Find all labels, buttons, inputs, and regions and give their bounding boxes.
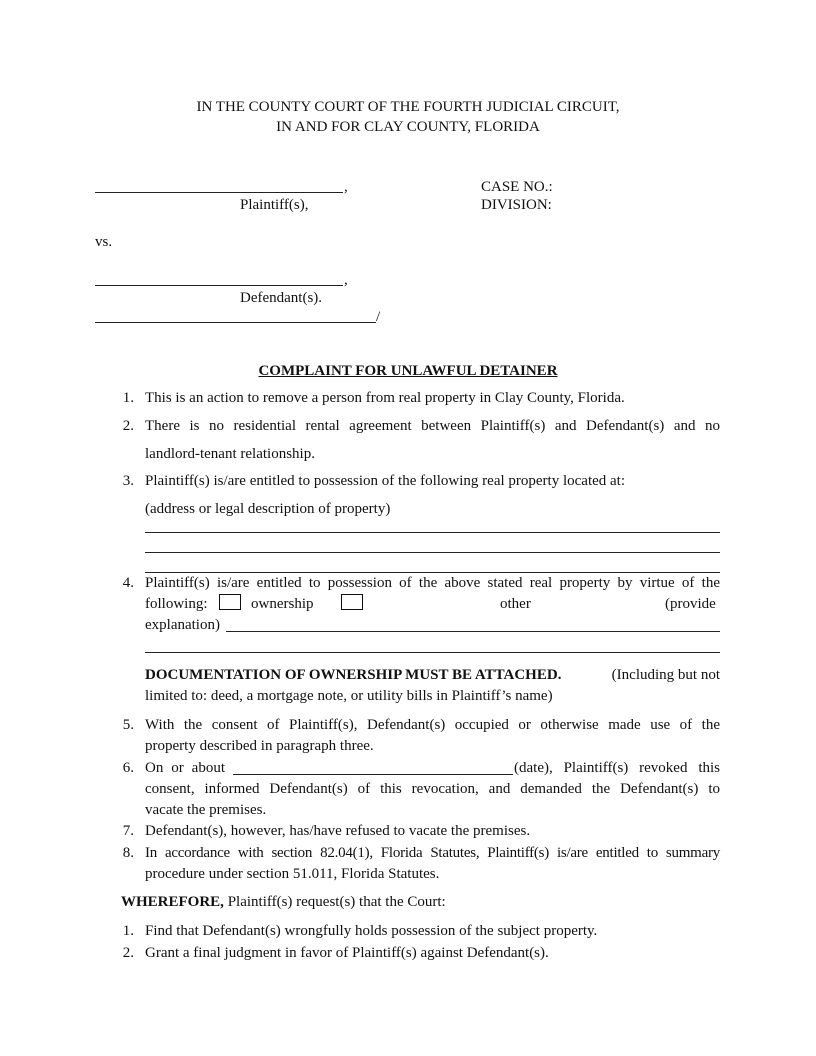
para-8-text-b: procedure under section 51.011, Florida Statutes. <box>145 866 440 882</box>
documentation-note-line2: limited to: deed, a mortgage note, or utility bills in Plaintiff’s name) <box>145 688 553 704</box>
para-6-text-c: vacate the premises. <box>145 802 267 818</box>
para-6-number: 6. <box>122 760 134 776</box>
defendant-name-line[interactable] <box>95 285 343 286</box>
wherefore-clause <box>121 893 446 911</box>
vs-label: vs. <box>95 234 113 250</box>
para-7-text: Defendant(s), however, has/have refused to vacate the premises. <box>145 823 531 839</box>
para-4-following: following: <box>145 596 208 612</box>
documentation-rest-a: (Including but not <box>611 667 720 683</box>
defendant-label: Defendant(s). <box>240 290 323 306</box>
para-2-text-b: landlord-tenant relationship. <box>145 446 315 462</box>
court-heading-line2: IN AND FOR CLAY COUNTY, FLORIDA <box>276 119 540 135</box>
para-2-text-a: There is no residential rental agreement between Plaintiff(s) and Defendant(s) and no <box>145 418 720 434</box>
caption-close-line <box>95 322 376 323</box>
para-4-ownership: ownership <box>251 596 314 612</box>
address-line-2[interactable] <box>145 552 720 553</box>
para-1-text: This is an action to remove a person from real property in Clay County, Florida. <box>145 390 625 406</box>
explanation-line-1[interactable] <box>226 631 720 632</box>
para-6-text-b: consent, informed Defendant(s) of this revocation, and demanded the Defendant(s) to <box>145 781 720 797</box>
plaintiff-label: Plaintiff(s), <box>240 197 309 213</box>
complaint-title: COMPLAINT FOR UNLAWFUL DETAINER <box>258 363 558 379</box>
documentation-note-line1 <box>145 666 720 684</box>
para-4-provide: (provide <box>665 596 716 612</box>
para-3-hint: (address or legal description of property) <box>145 501 391 517</box>
plaintiff-comma: , <box>344 179 348 195</box>
defendant-comma: , <box>344 272 348 288</box>
documentation-bold: DOCUMENTATION OF OWNERSHIP MUST BE ATTACHED. <box>145 667 562 683</box>
para-4-explanation: explanation) <box>145 617 220 633</box>
para-7-number: 7. <box>122 823 134 839</box>
para-1-number: 1. <box>122 390 134 406</box>
para-6-date-text: (date), Plaintiff(s) revoked this <box>514 760 720 776</box>
para-8-number: 8. <box>122 845 134 861</box>
para-6-on-or-about: On or about <box>145 760 225 776</box>
other-checkbox[interactable] <box>341 594 363 613</box>
para-4-number: 4. <box>122 575 134 591</box>
division-label: DIVISION: <box>481 197 552 213</box>
relief-1-number: 1. <box>122 923 134 939</box>
para-4-other: other <box>500 596 531 612</box>
relief-1-text: Find that Defendant(s) wrongfully holds possession of the subject property. <box>145 923 598 939</box>
ownership-checkbox[interactable] <box>219 594 241 613</box>
address-line-3[interactable] <box>145 572 720 573</box>
para-2-number: 2. <box>122 418 134 434</box>
relief-2-number: 2. <box>122 945 134 961</box>
para-4-text-a: Plaintiff(s) is/are entitled to possession of the above stated real property by virtue of the <box>145 575 720 591</box>
explanation-line-2[interactable] <box>145 652 720 653</box>
para-3-text: Plaintiff(s) is/are entitled to possession of the following real property located at: <box>145 473 626 489</box>
relief-2-text: Grant a final judgment in favor of Plaintiff(s) against Defendant(s). <box>145 945 549 961</box>
para-5-text-b: property described in paragraph three. <box>145 738 374 754</box>
para-3-number: 3. <box>122 473 134 489</box>
caption-slash: / <box>376 309 381 325</box>
para-5-number: 5. <box>122 717 134 733</box>
address-line-1[interactable] <box>145 532 720 533</box>
para-8-text-a: In accordance with section 82.04(1), Florida Statutes, Plaintiff(s) is/are entitled to summary <box>145 845 720 861</box>
wherefore-bold: WHEREFORE, <box>121 894 224 910</box>
case-no-label: CASE NO.: <box>481 179 553 195</box>
wherefore-rest: Plaintiff(s) request(s) that the Court: <box>227 894 446 910</box>
para-5-text-a: With the consent of Plaintiff(s), Defendant(s) occupied or otherwise made use of the <box>145 717 720 733</box>
plaintiff-name-line[interactable] <box>95 192 343 193</box>
court-heading-line1: IN THE COUNTY COURT OF THE FOURTH JUDICIAL CIRCUIT, <box>196 99 620 115</box>
revocation-date-line[interactable] <box>233 774 513 775</box>
